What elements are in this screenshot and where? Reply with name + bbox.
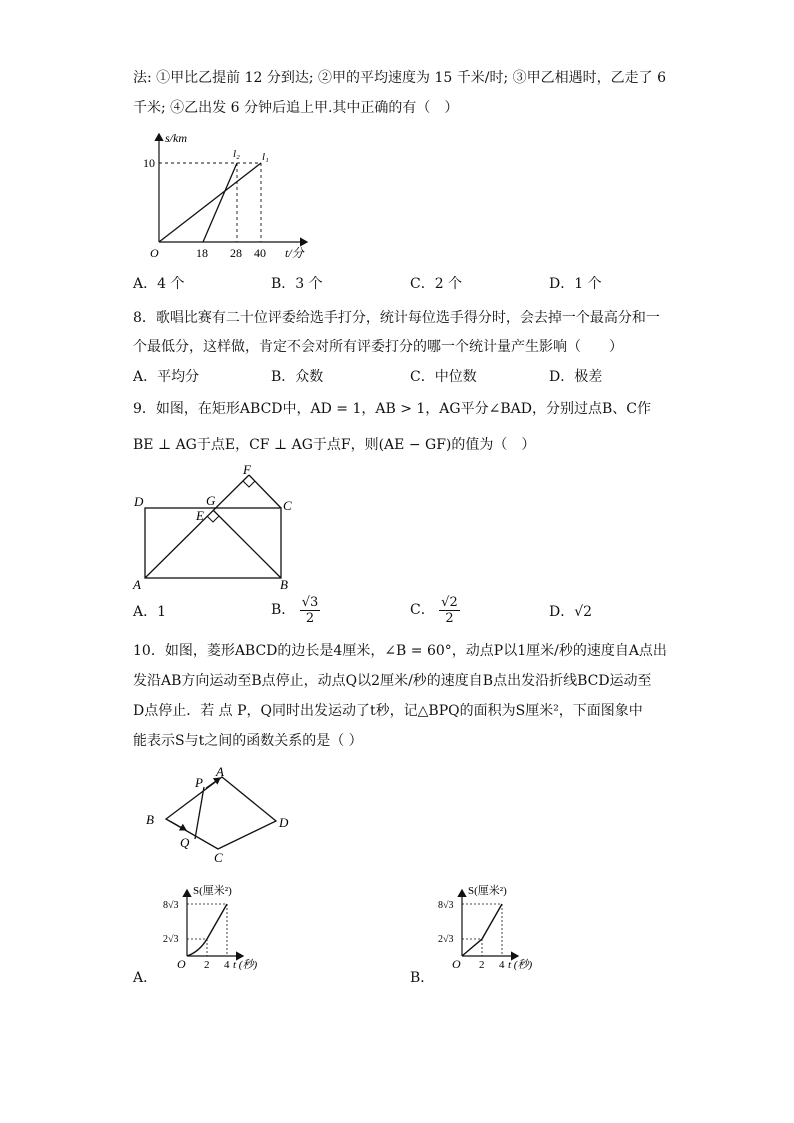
fraction [439,595,460,626]
q7-option-c[interactable]: C．2 个 [410,276,463,292]
right-angle-mark [243,481,255,487]
x-tick-label: 18 [196,246,208,260]
y-axis-label: s/km [165,131,187,145]
motion-arrow-p [206,778,220,788]
q10-option-a[interactable]: A． [133,970,158,986]
q10-text-line-3: D点停止．若 点 P，Q同时出发运动了t秒，记△BPQ的面积为S厘米²，下面图象中 [133,703,643,719]
q8-option-b[interactable]: B．众数 [271,369,324,385]
origin-label: O [452,957,461,971]
label-d: D [134,494,144,509]
x-tick-label: 4 [499,959,505,971]
option-letter: B． [271,602,296,618]
q10-text-line-1: 10．如图，菱形ABCD的边长是4厘米，∠B = 60°，动点P以1厘米/秒的速度自A点出 [133,643,667,659]
line-l2 [203,163,237,242]
x-tick-label: 2 [204,959,210,971]
line-cf [249,475,281,508]
q9-rectangle-figure [130,462,300,592]
label-e: E [196,508,204,523]
label-a: A [216,764,224,779]
x-tick-label: 2 [479,959,485,971]
y-axis-label: S(厘米²) [193,885,232,897]
q7-distance-time-graph [145,130,315,260]
right-angle-mark [207,516,219,522]
q9-text-line-2: BE ⊥ AG于点E，CF ⊥ AG于点F，则(AE − GF)的值为（ ） [133,437,536,453]
q10-text-line-2: 发沿AB方向运动至B点停止，动点Q以2厘米/秒的速度自B点出发沿折线BCD运动至 [133,673,652,689]
origin-label: O [177,957,186,971]
x-axis-label: t (秒) [233,959,258,971]
q7-option-a[interactable]: A．4 个 [133,276,185,292]
q8-text-line-1: 8．歌唱比赛有二十位评委给选手打分，统计每位选手得分时，会去掉一个最高分和一 [133,310,660,326]
fraction [300,595,321,626]
q7-text-line-1: 法: ①甲比乙提前 12 分到达; ②甲的平均速度为 15 千米/时; ③甲乙相遇时，乙走了 6 [133,70,667,86]
q9-option-b[interactable] [271,592,320,628]
q8-option-c[interactable]: C．中位数 [410,369,477,385]
y-tick-label: 2√3 [163,934,179,945]
rectangle-abcd [145,508,281,578]
q10-option-b[interactable]: B． [410,970,435,986]
label-q: Q [180,835,190,850]
x-tick-label: 28 [230,246,242,260]
label-g: G [206,493,216,508]
q8-text-line-2: 个最低分，这样做，肯定不会对所有评委打分的哪一个统计量产生影响（ ） [133,339,623,355]
origin-label: O [150,246,159,260]
fraction-numerator: √3 [301,594,319,610]
motion-arrow-q [170,821,186,830]
q9-option-d[interactable]: D．√2 [549,604,593,620]
fraction-denominator: 2 [445,610,454,626]
q8-option-d[interactable]: D．极差 [549,369,603,385]
line-l1 [159,163,261,242]
option-letter: C． [410,602,435,618]
q10-option-a-graph [165,884,275,970]
label-b: B [146,812,154,827]
y-tick-label: 8√3 [438,900,454,911]
q10-option-b-graph [440,884,550,970]
y-tick-label: 10 [143,156,155,170]
y-tick-label: 2√3 [438,934,454,945]
label-p: P [195,775,203,790]
q7-text-line-2: 千米; ④乙出发 6 分钟后追上甲.其中正确的有（ ） [133,100,459,116]
q7-option-d[interactable]: D．1 个 [549,276,602,292]
line-label-l2: l₂ [233,148,240,160]
x-axis-label: t/分 [285,246,304,260]
q8-option-a[interactable]: A．平均分 [133,369,200,385]
label-a: A [133,577,141,592]
label-d: D [279,815,289,830]
x-tick-label: 4 [224,959,230,971]
label-c: C [214,850,223,865]
label-f: F [243,462,251,477]
x-axis-label: t (秒) [508,959,533,971]
label-c: C [283,498,292,513]
q9-text-line-1: 9．如图，在矩形ABCD中，AD = 1，AB > 1，AG平分∠BAD，分别过点B、C作 [133,401,651,417]
q9-option-c[interactable] [410,592,460,628]
fraction-denominator: 2 [305,610,315,626]
y-axis-label: S(厘米²) [468,885,507,897]
q10-text-line-4: 能表示S与t之间的函数关系的是（ ） [133,733,363,749]
y-tick-label: 8√3 [163,900,179,911]
label-b: B [280,577,288,592]
fraction-numerator: √2 [441,594,458,610]
line-label-l1: l₁ [262,151,269,163]
q10-rhombus-figure [140,765,310,865]
line-ag-extended [145,475,249,578]
x-tick-label: 40 [254,246,266,260]
q7-option-b[interactable]: B．3 个 [271,276,323,292]
line-be [213,510,281,578]
segment-pq [195,787,204,839]
q9-option-a[interactable]: A．1 [133,604,167,620]
